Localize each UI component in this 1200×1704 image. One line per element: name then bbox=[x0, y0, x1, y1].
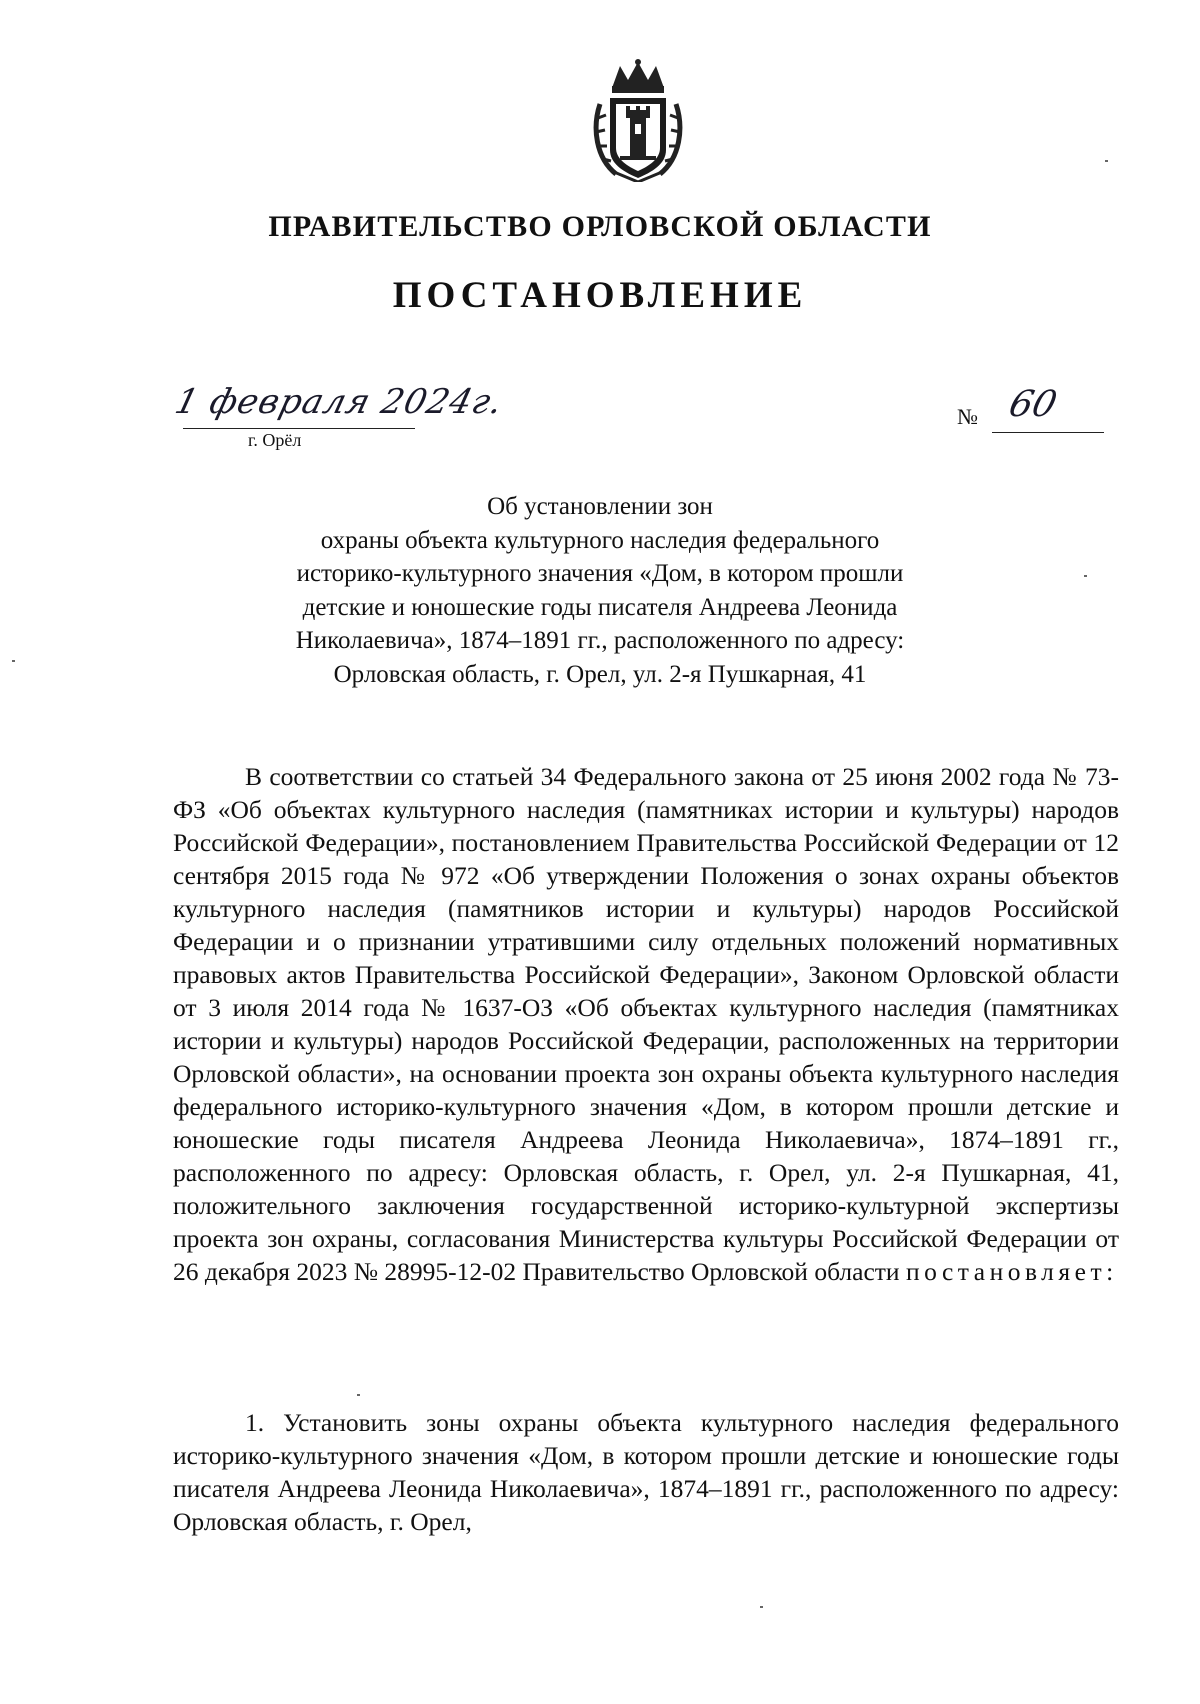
number-sign: № bbox=[957, 404, 978, 429]
subject-line: охраны объекта культурного наследия федерального bbox=[320, 526, 880, 554]
date-underline bbox=[183, 428, 415, 429]
organization-title: ПРАВИТЕЛЬСТВО ОРЛОВСКОЙ ОБЛАСТИ bbox=[268, 210, 932, 243]
scan-speck bbox=[1105, 160, 1108, 162]
city-label: г. Орёл bbox=[248, 430, 302, 450]
subject-line: Орловская область, г. Орел, ул. 2-я Пушкарная, 41 bbox=[333, 660, 867, 688]
subject-line: Об установлении зон bbox=[487, 493, 713, 520]
handwritten-number: 60 bbox=[1004, 384, 1061, 425]
preamble-text: В соответствии со статьей 34 Федерального закона от 25 июня 2002 года № 73-ФЗ «Об объектах культурного наследия (памятниках истории и культуры) народов Российской Федерации», постановлением Правительства Российской Федерации от 12 сентября 2015 года № 972 «Об утверждении Положения о зонах охраны объектов культурного наследия (памятников истории и культуры) народов Российской Федерации и о признании утратившими силу отдельных положений нормативных правовых актов Правительства Российской Федерации», Законом Орловской области от 3 июля 2014 года № 1637-ОЗ «Об объектах культурного наследия (памятниках истории и культуры) народов Российской Федерации, расположенных на территории Орловской области», на основании проекта зон охраны объекта культурного наследия федерального историко-культурного значения «Дом, в котором прошли детские и юношеские годы писателя Андреева Леонида Николаевича», 1874–1891 гг., расположенного по адресу: Орловская область, г. Орел, ул. 2-я Пушкарная, 41, положительного заключения государственной историко-культурной экспертизы проекта зон охраны, согласования Министерства культуры Российской Федерации от 26 декабря 2023 № 28995-12-02 Правительство Орловской области bbox=[173, 762, 1119, 1286]
preamble-paragraph bbox=[173, 760, 1119, 1288]
number-underline bbox=[992, 432, 1104, 433]
clause-1-paragraph bbox=[173, 1406, 1119, 1538]
scan-speck bbox=[1084, 575, 1087, 577]
document-subject bbox=[240, 490, 960, 691]
clause-1-text: 1. Установить зоны охраны объекта культурного наследия федерального историко-культурного значения «Дом, в котором прошли детские и юношеские годы писателя Андреева Леонида Николаевича», 1874–1891 гг., расположенного по адресу: Орловская область, г. Орел, bbox=[173, 1408, 1119, 1536]
resolves-word: постановляет: bbox=[905, 1257, 1118, 1286]
scan-speck bbox=[357, 1394, 360, 1396]
scan-speck bbox=[760, 1606, 763, 1608]
coat-of-arms-emblem bbox=[590, 58, 686, 182]
subject-line: детские и юношеские годы писателя Андреева Леонида bbox=[302, 593, 898, 621]
subject-line: Николаевича», 1874–1891 гг., расположенного по адресу: bbox=[295, 627, 905, 654]
document-type-title: ПОСТАНОВЛЕНИЕ bbox=[392, 275, 808, 316]
scan-speck bbox=[12, 660, 15, 662]
handwritten-date: 1 февраля 2024г. bbox=[171, 382, 508, 422]
subject-line: историко-культурного значения «Дом, в котором прошли bbox=[296, 560, 904, 587]
